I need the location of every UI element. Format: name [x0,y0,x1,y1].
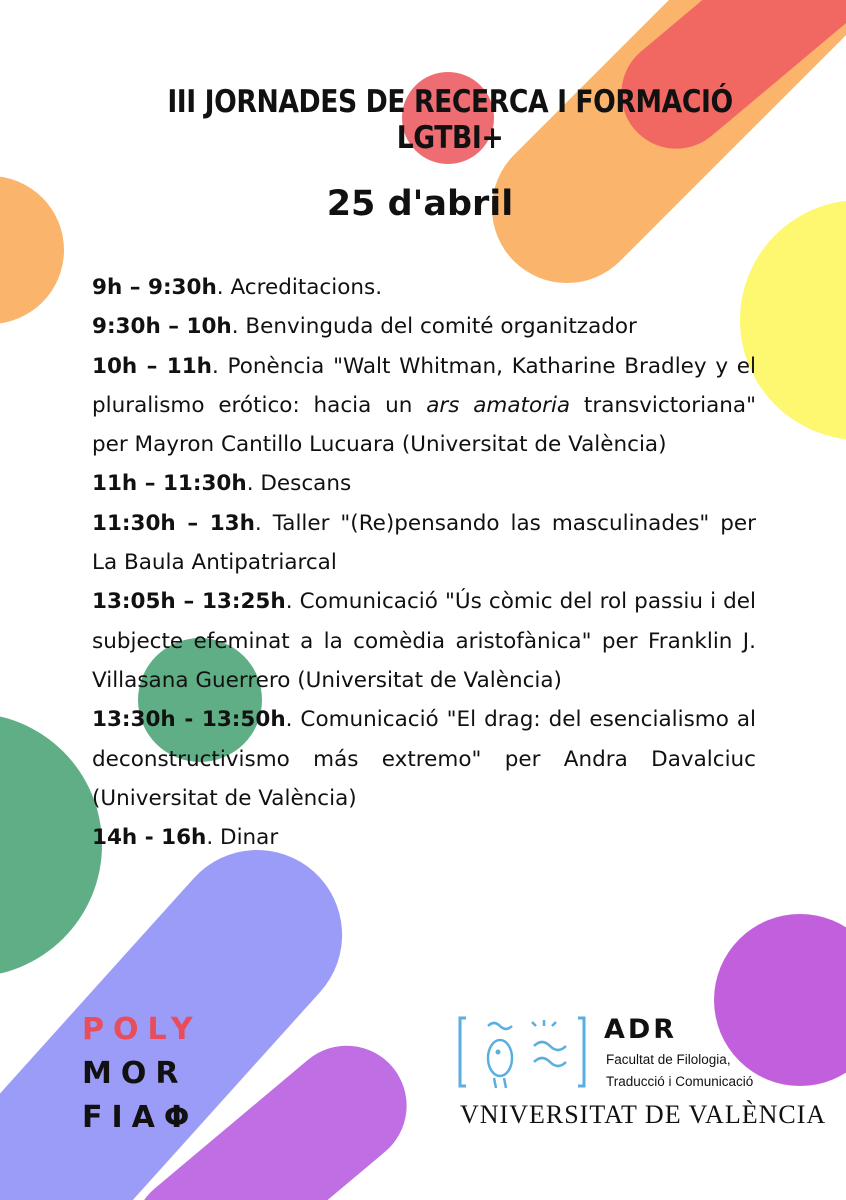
program-desc: . Acreditacions. [216,275,383,300]
program-time: 13:30h - 13:50h [92,707,286,733]
program-item [92,582,756,700]
program-desc: . Dinar [206,825,279,851]
adr-title: ADR [604,1014,678,1045]
event-title: III JORNADES DE RECERCA I FORMACIÓ LGTBI+ [167,84,733,156]
program-item [92,464,756,503]
program-desc: . Benvinguda del comité organitzador [231,314,637,340]
orange-circle-shape [0,176,64,324]
program-time: 11h – 11:30h [92,471,247,497]
adr-faculty-line2: Traducció i Comunicació [606,1074,754,1089]
adr-emblem-icon [458,1012,586,1092]
university-name: VNIVERSITAT DE VALÈNCIA [460,1100,827,1129]
program-desc-cont: transvictoriana" per Mayron Cantillo Lucuara (Universitat de València) [92,392,756,458]
program-item [92,700,756,818]
event-date: 25 d'abril [326,184,514,224]
program-desc: . Descans [246,471,352,497]
polymorfia-logo-text: POLY [82,1012,202,1047]
program-item [92,268,756,307]
program-time: 14h - 16h [92,825,207,851]
program-desc-italic: ars amatoria [426,392,571,418]
polymorfia-logo-line1 [82,1008,202,1052]
program-time: 13:05h – 13:25h [92,589,286,615]
green-half-circle-shape [0,713,102,977]
program-desc: . Ponència "Walt Whitman, Katharine Bradley y el pluralismo erótico: hacia un [92,353,757,418]
program-time: 10h – 11h [92,353,212,379]
program-desc: . Comunicació "Ús còmic del rol passiu i del subjecte efeminat a la comèdia aristofànica" per Franklin J. Villasana Guerrero (Universitat de València) [92,589,756,693]
program-desc: . Comunicació "El drag: del esencialismo al deconstructivismo más extremo" per Andra Davalciuc (Universitat de València) [92,707,756,811]
adr-logo [458,1012,827,1132]
polymorfia-logo-line3: FIAΦ [82,1100,199,1135]
program-list [92,268,756,857]
program-time: 11:30h – 13h [92,510,255,536]
program-item [92,347,756,465]
adr-faculty-line1: Facultat de Filologia, [606,1052,731,1067]
program-desc: . Taller "(Re)pensando las masculinades" per La Baula Antipatriarcal [92,510,756,576]
program-item [92,504,756,583]
program-item [92,307,756,346]
program-time: 9:30h – 10h [92,314,232,340]
polymorfia-logo [82,1008,202,1140]
program-item [92,818,756,857]
polymorfia-logo-line2: MOR [82,1056,188,1091]
program-time: 9h – 9:30h [92,275,217,300]
